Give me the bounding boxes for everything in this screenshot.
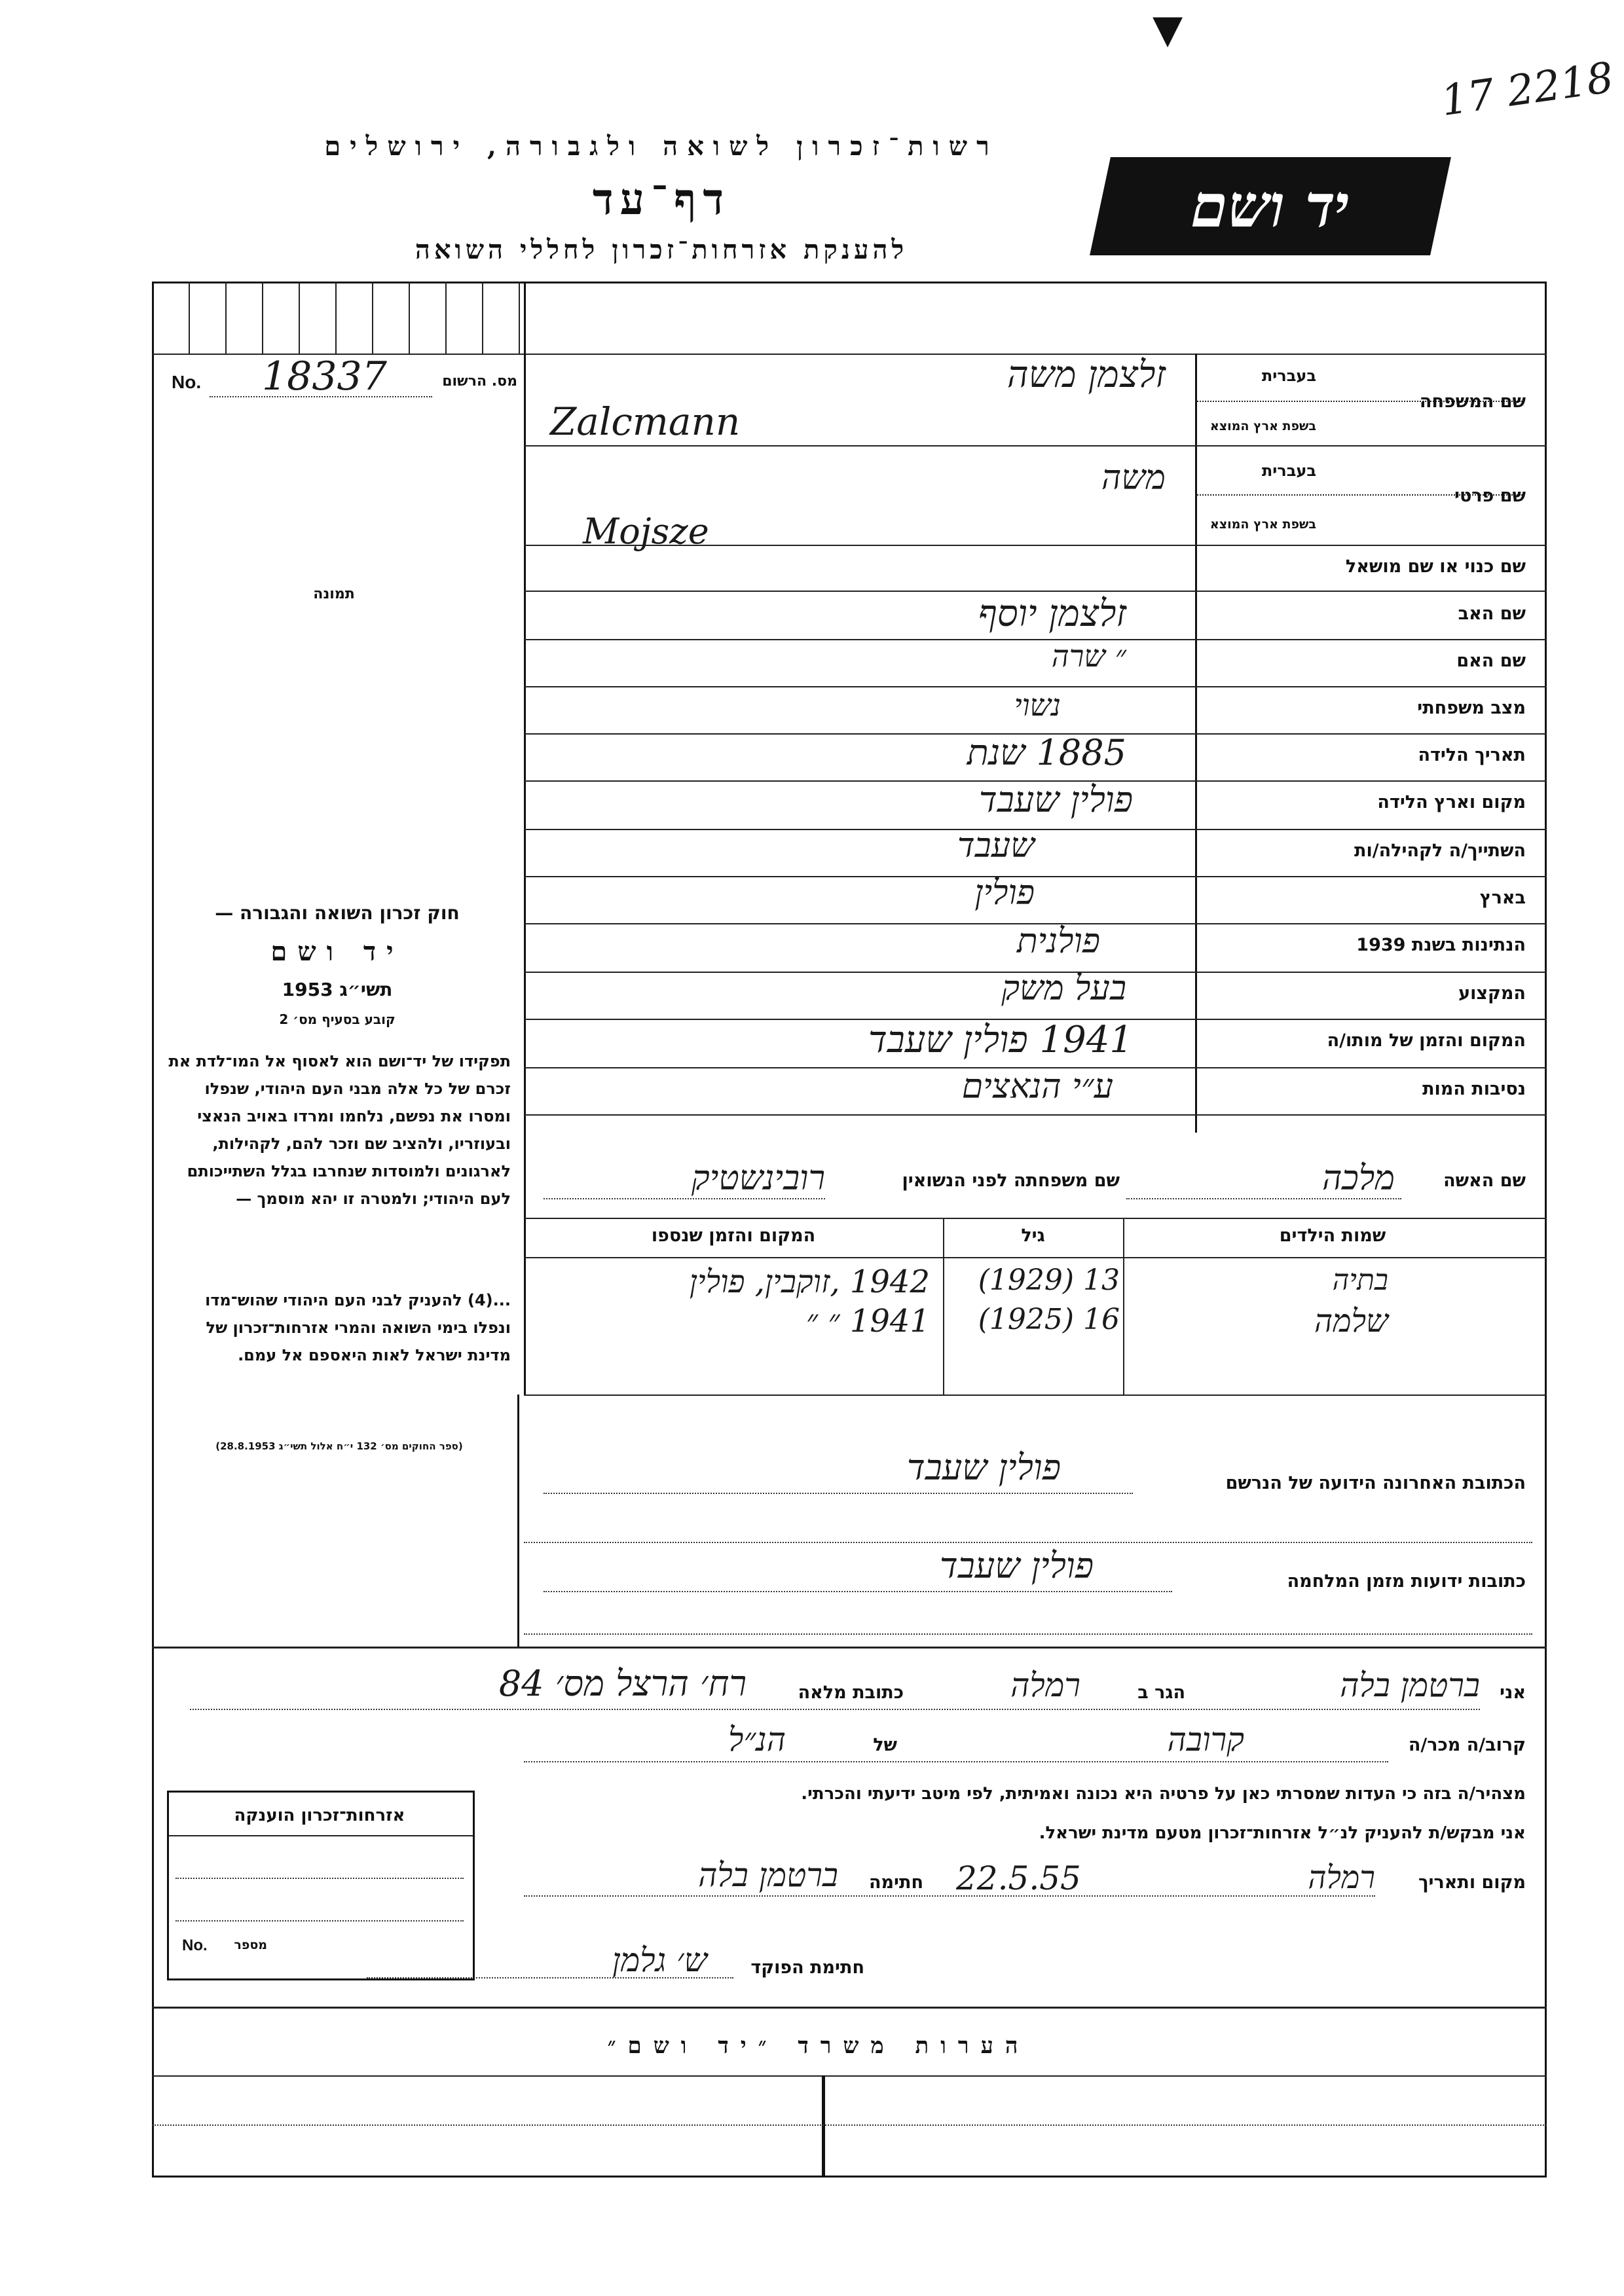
- first-name-local-sublabel: בשפת ארץ המוצא: [1209, 517, 1316, 532]
- last-address-value: פולין שעבד: [906, 1447, 1061, 1488]
- first-name-label: שם פרטי: [1454, 486, 1526, 506]
- form-title: דף־עד: [592, 173, 731, 225]
- wife-maiden-name-label: שם משפחתה לפני הנשואין: [902, 1171, 1120, 1191]
- birth-place-value: פולין שעבד: [978, 779, 1133, 820]
- citizenship-value: פולנית: [1016, 922, 1100, 961]
- authority-title: רשות־זכרון לשואה ולגבורה, ירושלים: [324, 131, 999, 162]
- surname-label: שם המשפחה: [1419, 392, 1526, 412]
- marital-status-label: מצב משפחתי: [1417, 698, 1526, 718]
- reg-no-prefix: No.: [172, 372, 202, 392]
- children-age-header: גיל: [1021, 1226, 1045, 1246]
- declarant-label: אני: [1500, 1683, 1526, 1703]
- relation-of-label: של: [873, 1735, 897, 1755]
- profession-label: המקצוע: [1458, 983, 1526, 1004]
- mother-name-label: שם האם: [1456, 651, 1526, 671]
- first-name-local-value: Mojsze: [583, 511, 709, 552]
- last-address-label: הכתובת האחרונה הידועה של הנרשם: [1225, 1473, 1526, 1493]
- father-name-label: שם האב: [1458, 604, 1526, 624]
- full-address-label: כתובת מלאה: [798, 1683, 904, 1703]
- child-1-place-time: 1942 ,זוקבין, פולין: [689, 1264, 930, 1300]
- residence-value: רמלה: [1010, 1666, 1080, 1704]
- nickname-label: שם כנוי או שם מושאל: [1345, 556, 1526, 577]
- form-subtitle: להענקת אזרחות־זכרון לחללי השואה: [415, 234, 908, 265]
- residence-label: הגר ב: [1137, 1683, 1185, 1703]
- law-text: תפקידו של יד־ושם הוא לאסוף אל המו־לדת את זכרם של כל אלה מבני העם היהודי, שנפלו ומסרו את נפשם, נלחמו ומרדו באויב הנאצי ובעוזריו, ולהציב שם וזכר להם, לקהילות, לארגונים ולמוסדות שנחרבו בגלל השתייכותם לעם היהודי; ולמטרה זו יהא מוסמך —: [168, 1052, 511, 1208]
- granted-no-prefix: No.: [182, 1937, 208, 1954]
- reg-no-value: 18337: [262, 354, 387, 399]
- father-name-value: זלצמן יוסף: [978, 592, 1126, 635]
- signature-value: ברטמן בלה: [698, 1856, 838, 1894]
- child-2-place-time: 1941 ״ ״: [805, 1303, 930, 1339]
- mother-name-value: ״ שרה: [1051, 638, 1126, 674]
- law-title: חוק זכרון השואה והגבורה —: [215, 902, 460, 924]
- law-year: תשי״ג 1953: [282, 979, 393, 1000]
- community-value: שעבד: [957, 826, 1035, 866]
- country-value: פולין: [974, 873, 1035, 913]
- law-name: יד ושם: [270, 936, 404, 967]
- law-clause: קובע בסעיף מס׳ 2: [279, 1011, 396, 1027]
- death-place-time-value: 1941 פולין שעבד: [868, 1019, 1133, 1061]
- law-text-clause-4: ...(4) להעניק לבני העם היהודי שהוש־מדו ונפלו בימי השואה והמרי אזרחות־זכרון של מדינת ישראל לאות היאספם אל עמם.: [205, 1291, 511, 1364]
- declaration-statement-2: אני מבקש/ת להעניק לנ״ל אזרחות־זכרון מטעם מדינת ישראל.: [1039, 1823, 1526, 1843]
- citizenship-label: הנתינות בשנת 1939: [1356, 935, 1526, 955]
- surname-hebrew-value: זלצמן משה: [1006, 354, 1166, 396]
- citizenship-granted-box: [167, 1791, 475, 1980]
- community-label: השתייך/ה לקהילה/ות: [1354, 841, 1526, 861]
- signature-label: חתימה: [868, 1872, 923, 1893]
- surname-local-sublabel: בשפת ארץ המוצא: [1209, 419, 1316, 433]
- first-name-hebrew-sublabel: בעברית: [1261, 462, 1316, 480]
- death-circumstances-value: ע״י הנאצים: [961, 1067, 1113, 1106]
- place-date-label: מקום ותאריך: [1418, 1872, 1526, 1893]
- surname-hebrew-sublabel: בעברית: [1261, 367, 1316, 385]
- child-1-age: 13 (1929): [978, 1264, 1120, 1297]
- death-place-time-label: המקום והזמן של מותו/ה: [1327, 1030, 1526, 1051]
- first-name-hebrew-value: משה: [1101, 458, 1166, 498]
- law-citation: (ספר החוקים מס׳ 132 י״ח אלול תשי״ג 28.8.1953): [215, 1440, 463, 1452]
- full-address-value: רח׳ הרצל מס׳ 84: [498, 1663, 747, 1704]
- corner-archive-note: 17 2218: [1438, 53, 1617, 126]
- granted-no-label: מספר: [234, 1938, 267, 1952]
- country-label: בארץ: [1479, 888, 1526, 908]
- declarant-value: ברטמן בלה: [1340, 1666, 1480, 1704]
- child-2-name: שלמה: [1314, 1303, 1388, 1339]
- birth-place-label: מקום וארץ הלידה: [1377, 792, 1526, 812]
- relation-value: קרובה: [1167, 1721, 1244, 1758]
- war-address-value: פולין שעבד: [939, 1545, 1094, 1586]
- war-address-label: כתובות ידועות מזמן המלחמה: [1287, 1571, 1526, 1592]
- surname-local-value: Zalcmann: [550, 399, 741, 444]
- children-place-time-header: המקום והזמן שנספו: [651, 1226, 816, 1246]
- death-circumstances-label: נסיבות המות: [1422, 1079, 1526, 1099]
- wife-name-value: מלכה: [1321, 1159, 1395, 1198]
- wife-maiden-name-value: רובינשטיק: [691, 1159, 825, 1198]
- profession-value: בעל משק: [1001, 969, 1126, 1008]
- place-value: רמלה: [1308, 1859, 1375, 1896]
- officer-signature-label: חתימת הפוקד: [750, 1958, 864, 1978]
- office-notes-title: הערות משרד ״יד ושם״: [607, 2033, 1030, 2059]
- child-1-name: בתיה: [1332, 1264, 1388, 1297]
- wife-name-label: שם האשה: [1443, 1171, 1526, 1191]
- yad-vashem-logo: יד ושם: [1090, 157, 1451, 255]
- citizenship-granted-title: אזרחות־זכרון הוענקה: [234, 1806, 405, 1825]
- corner-mark: ▼: [1153, 7, 1183, 52]
- relation-of-value: הנ״ל: [728, 1721, 786, 1758]
- officer-signature-value: ש׳ גלמן: [612, 1941, 707, 1979]
- birth-date-label: תאריך הלידה: [1418, 745, 1526, 765]
- date-value: 22.5.55: [956, 1859, 1081, 1897]
- declaration-statement-1: מצהיר/ה בזה כי העדות שמסרתי כאן על פרטיה היא נכונה ואמיתית, לפי מיטב ידיעתי והכרתי.: [801, 1784, 1526, 1804]
- photo-label: תמונה: [313, 586, 355, 602]
- marital-status-value: נשוי: [1014, 687, 1061, 723]
- reg-no-label: מס. הרשום: [442, 373, 517, 390]
- relation-label: קרוב/ה מכר/ה: [1408, 1735, 1526, 1755]
- children-names-header: שמות הילדים: [1279, 1226, 1386, 1246]
- child-2-age: 16 (1925): [978, 1303, 1120, 1336]
- birth-date-value: 1885 שנת: [967, 732, 1126, 773]
